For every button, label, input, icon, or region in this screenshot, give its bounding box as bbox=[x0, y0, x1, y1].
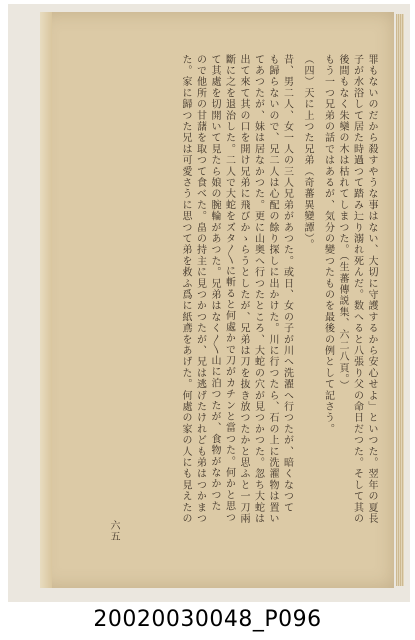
text-column: も歸らないので、兄二人は心配の餘り探しに出かけた。川に行つたら、石の上に洗濯物は置い bbox=[267, 54, 278, 525]
text-column: 出て來て其の口を開け兄弟に飛びかゝらうとしたが、兄弟は刀を抜き放つたかと思ふと一刀兩 bbox=[238, 54, 249, 525]
page-number: 六五 bbox=[108, 520, 119, 542]
text-column: 昔、男二人、女一人の三人兄弟があつた。或日、女の子が川へ洗濯へ行つたが、暗くなつて bbox=[281, 54, 293, 514]
text-column: 斷に之を退治した。二人で大蛇をズタ〳〵に斬ると何處かで刀がカチンと當つた。何かと思つ bbox=[223, 54, 235, 524]
body-text bbox=[86, 54, 378, 524]
text-column: 後間もなく朱欒の木は枯れてしまつた。（生蕃傳説集、六二八頁。） bbox=[337, 54, 348, 392]
text-column: てあつたが、妹は居なかつた。更に山奥へ行つたところ、大蛇の穴が見つかつた。忽ち大蛇は bbox=[252, 54, 264, 525]
text-column: もう一つ兄弟の話ではあるが、気分の變つたものを最後の例として記さう。 bbox=[322, 54, 334, 435]
page-gutter bbox=[40, 12, 52, 588]
book-page bbox=[40, 12, 394, 588]
section-heading: （四）天に上つた兄弟（奇蕃異變譚）。 bbox=[302, 54, 313, 251]
page-stack-edge bbox=[396, 14, 404, 586]
text-column: た。家に歸つた兄は可愛さうに思つて弟を救ふ爲に紙鳶をあげた。何處の家の人にも見えたの bbox=[180, 54, 191, 525]
text-column: 罪もないのだから殺すやうな事はない、大切に守護するから安心せよ」といつた。翌年の夏長 bbox=[366, 54, 377, 525]
text-column: ので他所の甘藷を取つて食べた。畠の持主に見つかつたが、兄は逃げたけれども弟はつかまつ bbox=[194, 54, 206, 525]
text-column: て其處を切開いて見たら娘の腕輪があつた。兄弟はなく〳〵山に泊つたが、食物がなかつた bbox=[209, 54, 220, 512]
scan-id-caption: 20020030048_P096 bbox=[93, 607, 322, 632]
text-column: 子が水浴して居た時過つて踏み辷り溺れ死んだ。数へると八張り父の命日だつた。そして其の bbox=[351, 54, 363, 525]
